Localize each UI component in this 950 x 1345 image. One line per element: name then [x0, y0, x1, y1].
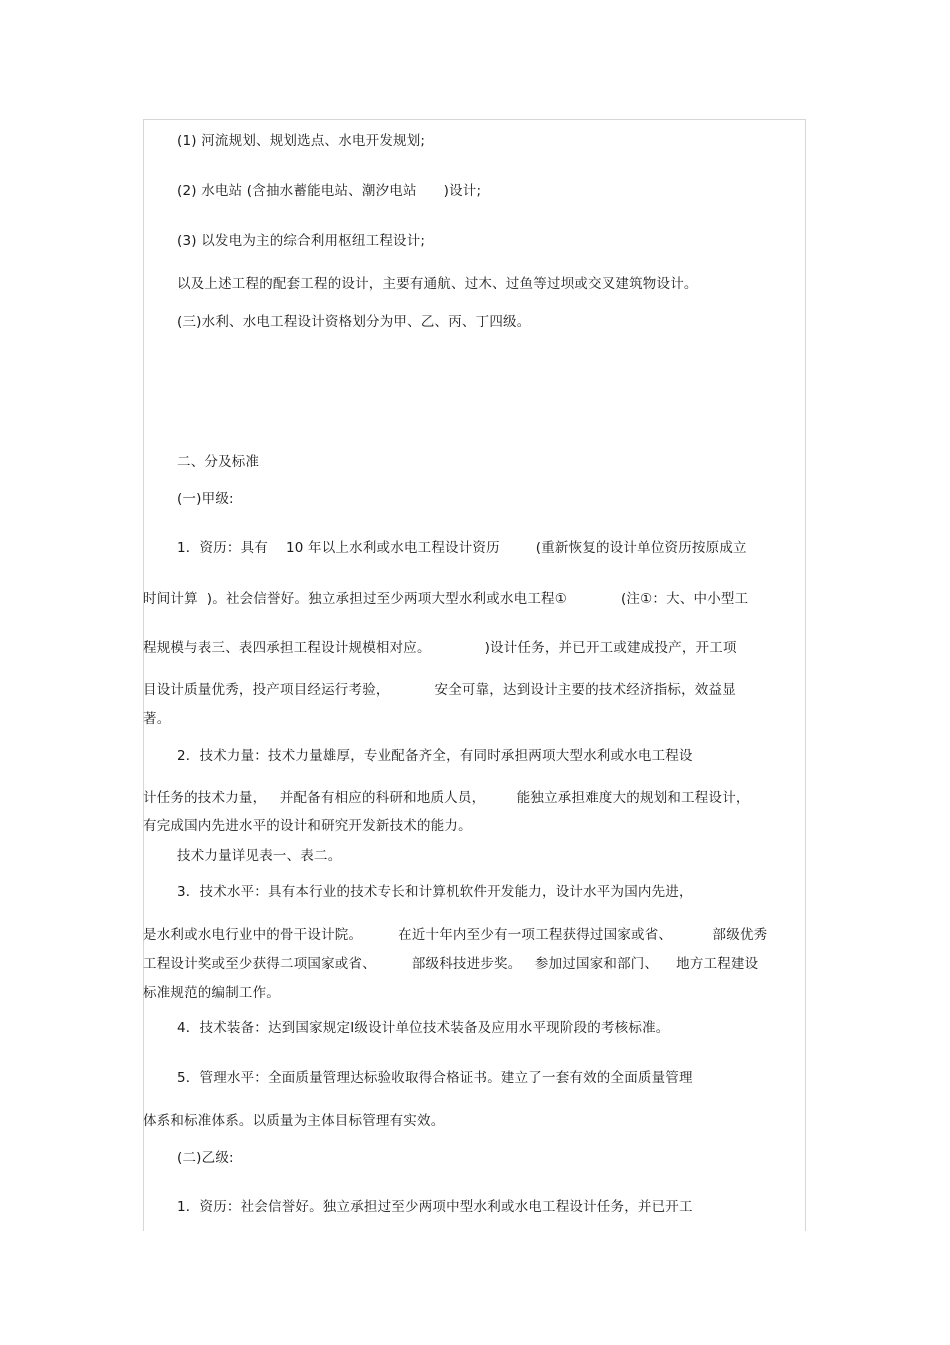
text-line: 体系和标准体系。以质量为主体目标管理有实效。 — [143, 1113, 445, 1129]
text-line: 工程设计奖或至少获得二项国家或省、 部级科技进步奖。 参加过国家和部门、 地方工程建设 — [143, 956, 759, 972]
text-line: 著。 — [143, 711, 171, 727]
text-line: 4．技术装备：达到国家规定Ⅰ级设计单位技术装备及应用水平现阶段的考核标准。 — [177, 1020, 670, 1036]
text-line: (2) 水电站 (含抽水蓄能电站、潮汐电站 )设计; — [177, 183, 482, 199]
text-line: 5．管理水平：全面质量管理达标验收取得合格证书。建立了一套有效的全面质量管理 — [177, 1070, 693, 1086]
text-line: 以及上述工程的配套工程的设计，主要有通航、过木、过鱼等过坝或交叉建筑物设计。 — [177, 276, 698, 292]
section-heading: 二、分及标准 — [177, 454, 260, 470]
text-line: 1．资历：具有 10 年以上水利或水电工程设计资历 (重新恢复的设计单位资历按原成立 — [177, 540, 747, 556]
text-line: 时间计算 )。社会信誉好。独立承担过至少两项大型水利或水电工程① (注①：大、中小型工 — [143, 591, 749, 607]
text-line: 技术力量详见表一、表二。 — [177, 848, 342, 864]
text-line: 目设计质量优秀，投产项目经运行考验， 安全可靠，达到设计主要的技术经济指标，效益显 — [143, 682, 736, 698]
subsection-heading: (一)甲级: — [177, 491, 234, 507]
text-line: 标准规范的编制工作。 — [143, 985, 280, 1001]
text-line: 是水利或水电行业中的骨干设计院。 在近十年内至少有一项工程获得过国家或省、 部级优秀 — [143, 927, 768, 943]
text-line: (3) 以发电为主的综合利用枢纽工程设计; — [177, 233, 426, 249]
text-line: (1) 河流规划、规划选点、水电开发规划; — [177, 133, 426, 149]
text-line: 程规模与表三、表四承担工程设计规模相对应。 )设计任务，并已开工或建成投产，开工项 — [143, 640, 737, 656]
subsection-heading: (二)乙级: — [177, 1150, 234, 1166]
text-line: 1．资历：社会信誉好。独立承担过至少两项中型水利或水电工程设计任务，并已开工 — [177, 1199, 693, 1215]
text-line: 有完成国内先进水平的设计和研究开发新技术的能力。 — [143, 818, 472, 834]
text-line: (三)水利、水电工程设计资格划分为甲、乙、丙、丁四级。 — [177, 314, 531, 330]
text-line: 3．技术水平：具有本行业的技术专长和计算机软件开发能力，设计水平为国内先进， — [177, 884, 693, 900]
text-line: 2．技术力量：技术力量雄厚，专业配备齐全，有同时承担两项大型水利或水电工程设 — [177, 748, 693, 764]
text-line: 计任务的技术力量， 并配备有相应的科研和地质人员， 能独立承担难度大的规划和工程设计， — [143, 790, 750, 806]
